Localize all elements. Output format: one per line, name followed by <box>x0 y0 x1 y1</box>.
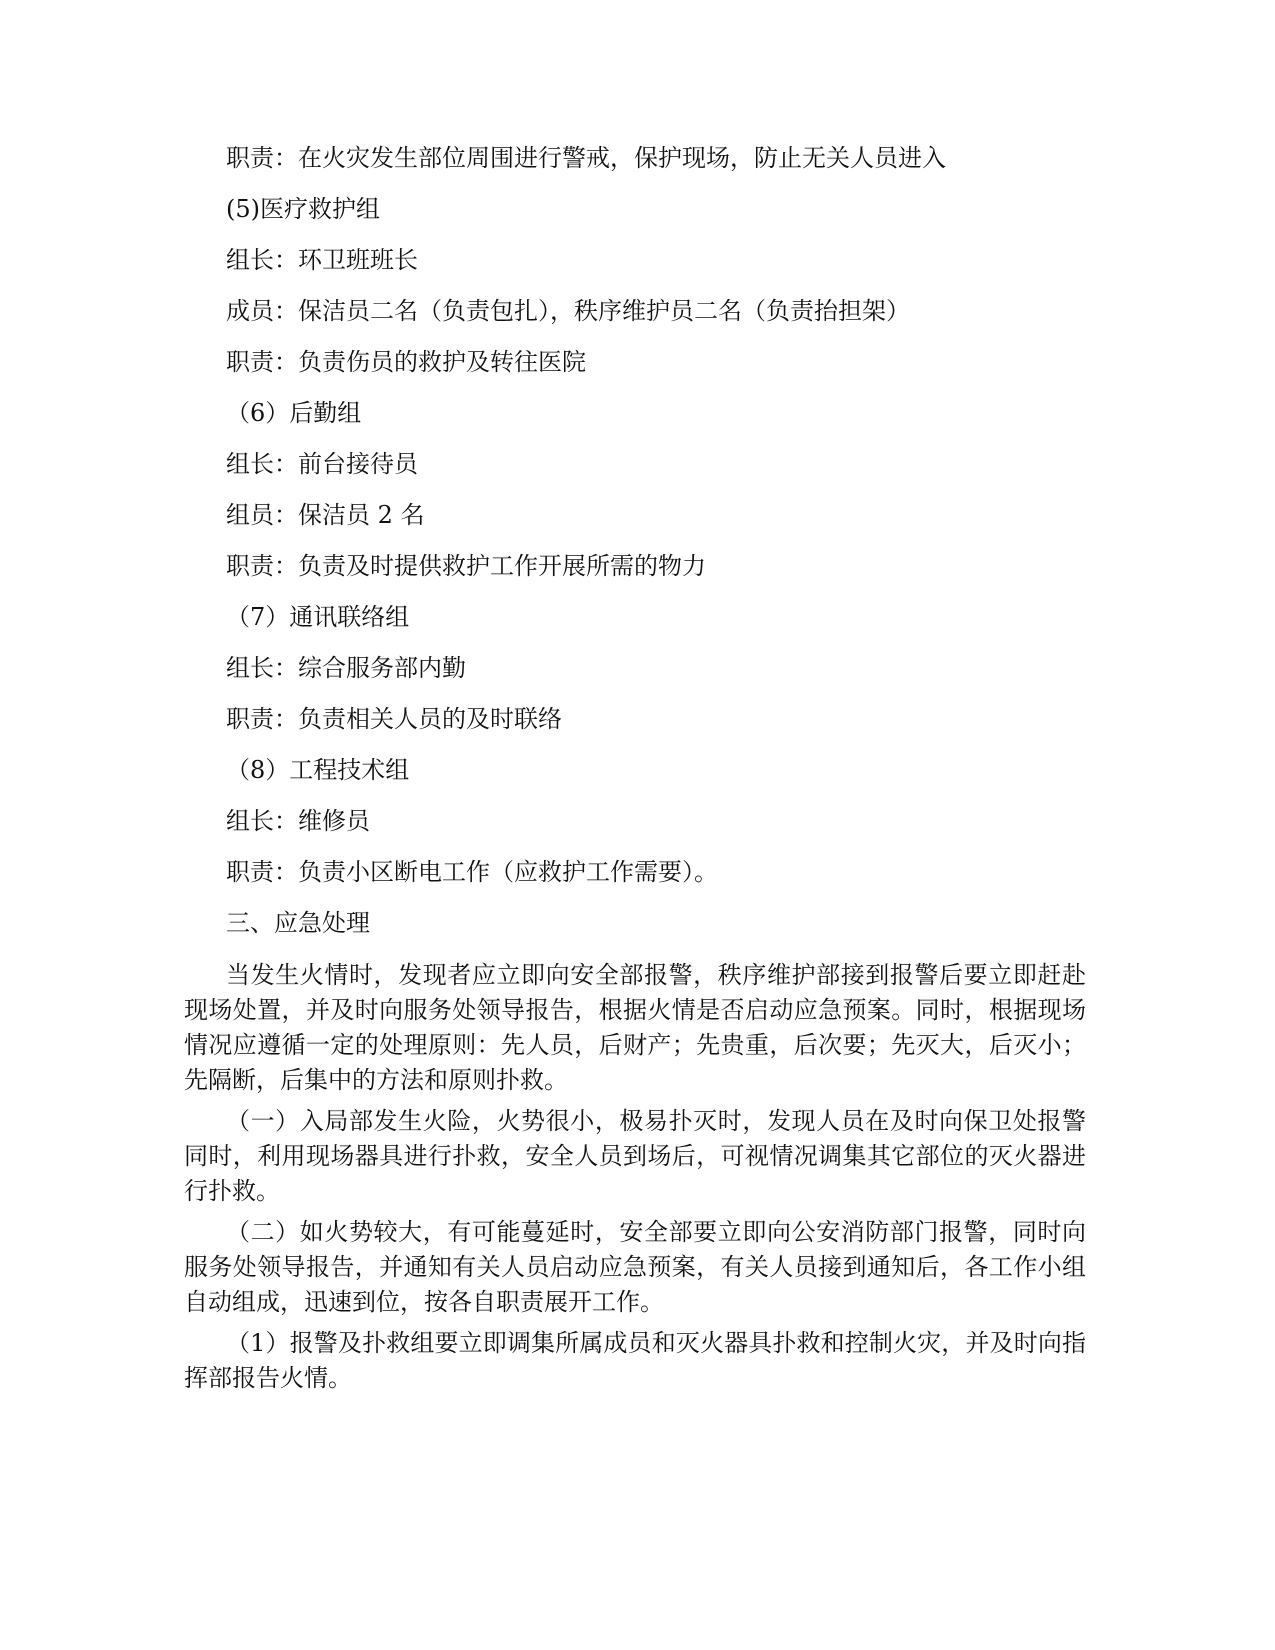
leader-line-medical: 组长：环卫班班长 <box>226 246 418 274</box>
group-heading-medical: (5)医疗救护组 <box>226 195 380 223</box>
duty-line-communication: 职责：负责相关人员的及时联络 <box>226 705 562 733</box>
paragraph-alarm-team: （1）报警及扑救组要立即调集所属成员和灭火器具扑救和控制火灾，并及时向指挥部报告火情。 <box>184 1329 1086 1392</box>
group-heading-communication: （7）通讯联络组 <box>226 603 410 631</box>
members-line-medical: 成员：保洁员二名（负责包扎），秩序维护员二名（负责抬担架） <box>226 297 910 325</box>
members-line-logistics: 组员：保洁员 2 名 <box>226 501 425 529</box>
paragraph-large-fire: （二）如火势较大，有可能蔓延时，安全部要立即向公安消防部门报警，同时向服务处领导报告，并通知有关人员启动应急预案，有关人员接到通知后，各工作小组自动组成，迅速到位，按各自职责展开工作。 <box>184 1218 1086 1316</box>
paragraph-fire-response: 当发生火情时，发现者应立即向安全部报警，秩序维护部接到报警后要立即赶赴现场处置，并及时向服务处领导报告，根据火情是否启动应急预案。同时，根据现场情况应遵循一定的处理原则：先人员，后财产；先贵重，后次要；先灭大，后灭小；先隔断，后集中的方法和原则扑救。 <box>184 961 1086 1094</box>
duty-line-logistics: 职责：负责及时提供救护工作开展所需的物力 <box>226 552 706 580</box>
paragraph-small-fire: （一）入局部发生火险，火势很小，极易扑灭时，发现人员在及时向保卫处报警同时，利用现场器具进行扑救，安全人员到场后，可视情况调集其它部位的灭火器进行扑救。 <box>184 1107 1086 1205</box>
group-heading-engineering: （8）工程技术组 <box>226 756 410 784</box>
duty-line-engineering: 职责：负责小区断电工作（应救护工作需要）。 <box>226 858 718 886</box>
duty-line-medical: 职责：负责伤员的救护及转往医院 <box>226 348 586 376</box>
section-heading-emergency: 三、应急处理 <box>226 909 370 937</box>
leader-line-logistics: 组长：前台接待员 <box>226 450 418 478</box>
duty-line-security: 职责：在火灾发生部位周围进行警戒，保护现场，防止无关人员进入 <box>226 144 946 172</box>
leader-line-communication: 组长：综合服务部内勤 <box>226 654 466 682</box>
group-heading-logistics: （6）后勤组 <box>226 399 362 427</box>
leader-line-engineering: 组长：维修员 <box>226 807 370 835</box>
